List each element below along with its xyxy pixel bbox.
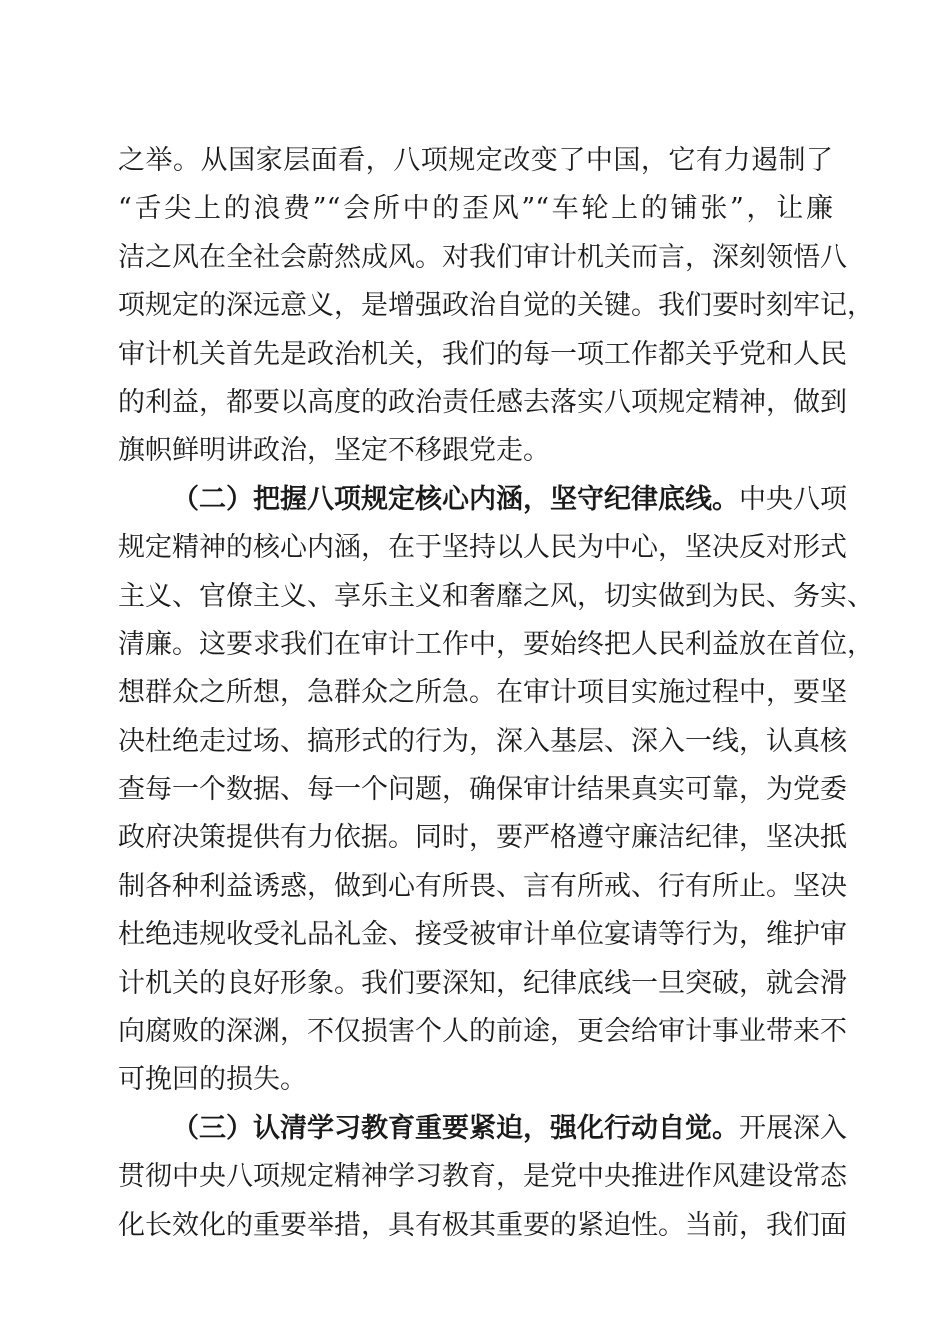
text-line: 审计机关首先是政治机关，我们的每一项工作都关乎党和人民 xyxy=(118,338,847,370)
text-line: 项规定的深远意义，是增强政治自觉的关键。我们要时刻牢记， xyxy=(118,290,874,322)
text-line: “舌尖上的浪费”“会所中的歪风”“车轮上的铺张”，让廉 xyxy=(118,193,833,225)
text-line: 政府决策提供有力依据。同时，要严格遵守廉洁纪律，坚决抵 xyxy=(118,822,847,854)
text-line: 想群众之所想，急群众之所急。在审计项目实施过程中，要坚 xyxy=(118,677,847,709)
text-line: 计机关的良好形象。我们要深知，纪律底线一旦突破，就会滑 xyxy=(118,967,847,999)
text-run: 中央八项 xyxy=(739,483,847,515)
body-text xyxy=(118,137,874,1250)
text-line: 洁之风在全社会蔚然成风。对我们审计机关而言，深刻领悟八 xyxy=(118,241,847,273)
text-line: 决杜绝走过场、搞形式的行为，深入基层、深入一线，认真核 xyxy=(118,725,847,757)
section-heading: （二）把握八项规定核心内涵，坚守纪律底线。 xyxy=(172,483,739,515)
paragraph-2 xyxy=(118,476,874,1105)
text-line: 的利益，都要以高度的政治责任感去落实八项规定精神，做到 xyxy=(118,386,847,418)
paragraph-1 xyxy=(118,137,874,476)
text-line: 主义、官僚主义、享乐主义和奢靡之风，切实做到为民、务实、 xyxy=(118,580,874,612)
paragraph-3 xyxy=(118,1105,847,1250)
text-line: 制各种利益诱惑，做到心有所畏、言有所戒、行有所止。坚决 xyxy=(118,870,847,902)
text-line: 清廉。这要求我们在审计工作中，要始终把人民利益放在首位， xyxy=(118,628,874,660)
text-line: 可挽回的损失。 xyxy=(118,1064,307,1096)
text-line: 贯彻中央八项规定精神学习教育，是党中央推进作风建设常态 xyxy=(118,1161,847,1193)
text-line: 规定精神的核心内涵，在于坚持以人民为中心，坚决反对形式 xyxy=(118,532,847,564)
text-line: 化长效化的重要举措，具有极其重要的紧迫性。当前，我们面 xyxy=(118,1209,847,1241)
text-line: 杜绝违规收受礼品礼金、接受被审计单位宴请等行为，维护审 xyxy=(118,919,847,951)
paragraph-first-line xyxy=(118,476,847,524)
section-heading: （三）认清学习教育重要紧迫，强化行动自觉。 xyxy=(172,1112,739,1144)
text-line: 向腐败的深渊，不仅损害个人的前途，更会给审计事业带来不 xyxy=(118,1016,847,1048)
text-run: 开展深入 xyxy=(739,1112,847,1144)
text-line: 查每一个数据、每一个问题，确保审计结果真实可靠，为党委 xyxy=(118,774,847,806)
paragraph-first-line xyxy=(118,1105,847,1153)
text-line: 旗帜鲜明讲政治，坚定不移跟党走。 xyxy=(118,435,550,467)
text-line: 之举。从国家层面看，八项规定改变了中国，它有力遏制了 xyxy=(118,145,833,176)
